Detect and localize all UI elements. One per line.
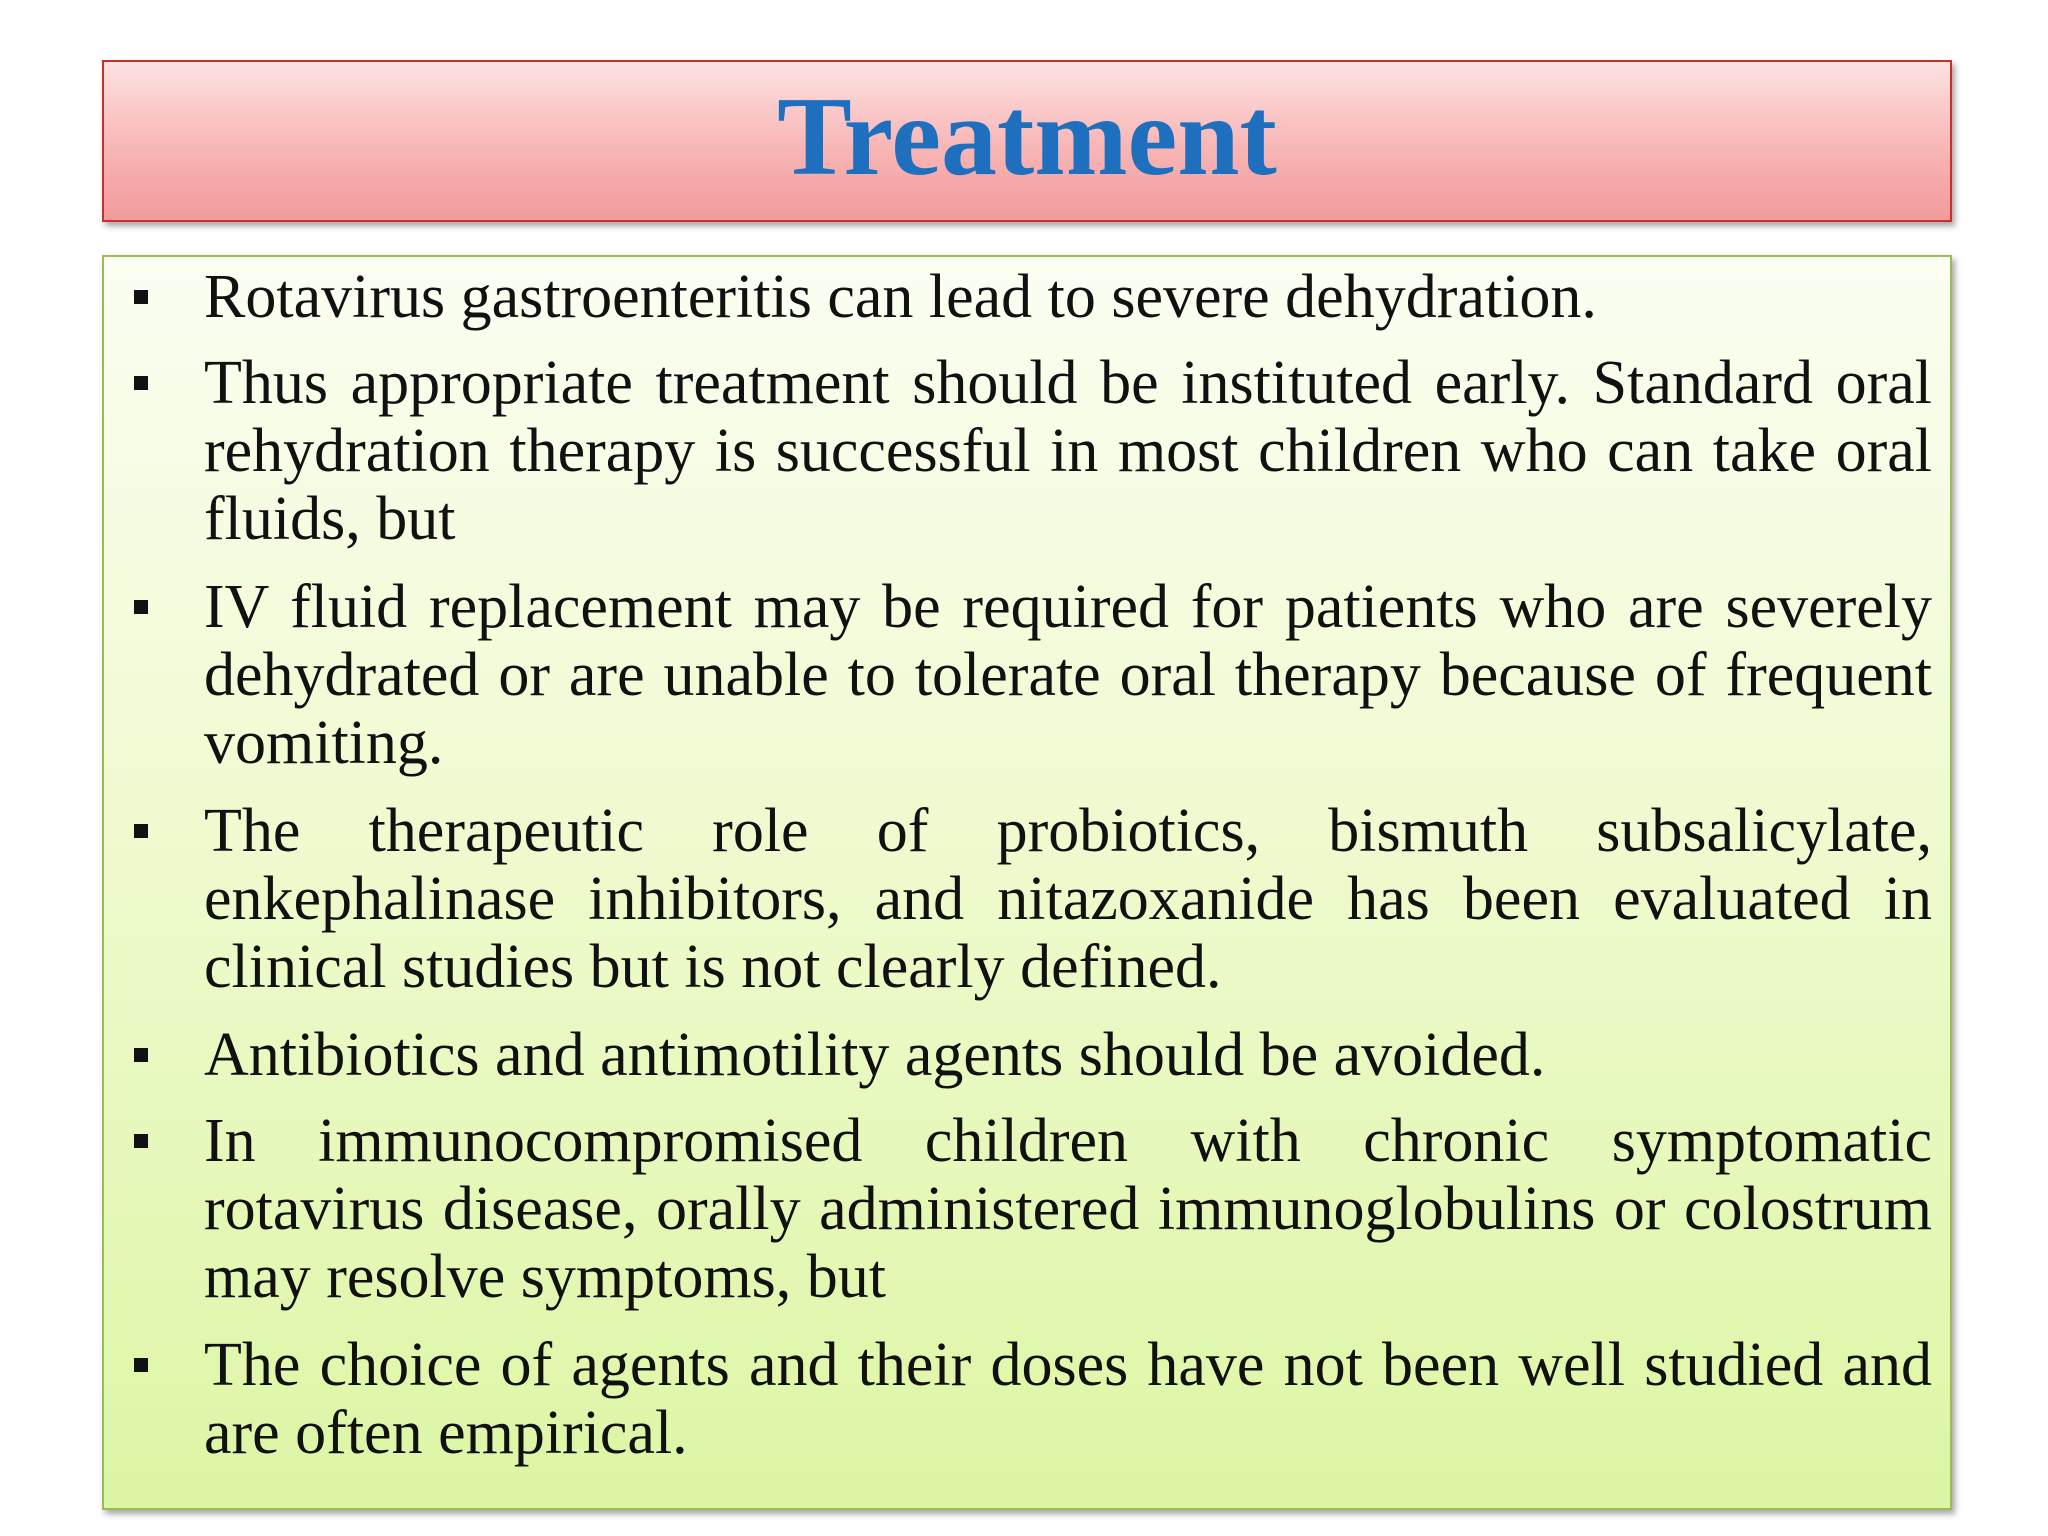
square-bullet-icon	[134, 1358, 148, 1372]
bullet-text: IV fluid replacement may be required for patients who are severely dehydrated or are unable to tolerate oral therapy because of frequent vomiting.	[204, 573, 1932, 777]
bullet-item	[134, 349, 1932, 553]
square-bullet-icon	[134, 376, 148, 390]
title-banner	[102, 60, 1952, 222]
bullet-item	[134, 1331, 1932, 1467]
square-bullet-icon	[134, 824, 148, 838]
square-bullet-icon	[134, 1048, 148, 1062]
bullet-text: Rotavirus gastroenteritis can lead to severe dehydration.	[204, 263, 1597, 331]
content-panel	[102, 255, 1952, 1510]
bullet-item	[134, 263, 1932, 331]
bullet-item	[134, 1107, 1932, 1311]
bullet-text: The therapeutic role of probiotics, bismuth subsalicylate, enkephalinase inhibitors, and nitazoxanide has been evaluated in clinical studies but is not clearly defined.	[204, 797, 1932, 1001]
bullet-item	[134, 573, 1932, 777]
square-bullet-icon	[134, 290, 148, 304]
bullet-item	[134, 797, 1932, 1001]
square-bullet-icon	[134, 1134, 148, 1148]
bullet-item	[134, 1021, 1932, 1089]
bullet-text: The choice of agents and their doses have not been well studied and are often empirical.	[204, 1331, 1932, 1467]
bullet-text: Thus appropriate treatment should be instituted early. Standard oral rehydration therapy is successful in most children who can take oral fluids, but	[204, 349, 1932, 553]
bullet-text: Antibiotics and antimotility agents should be avoided.	[204, 1021, 1546, 1089]
square-bullet-icon	[134, 600, 148, 614]
bullet-text: In immunocompromised children with chronic symptomatic rotavirus disease, orally administered immunoglobulins or colostrum may resolve symptoms, but	[204, 1107, 1932, 1311]
slide-title: Treatment	[777, 75, 1277, 199]
